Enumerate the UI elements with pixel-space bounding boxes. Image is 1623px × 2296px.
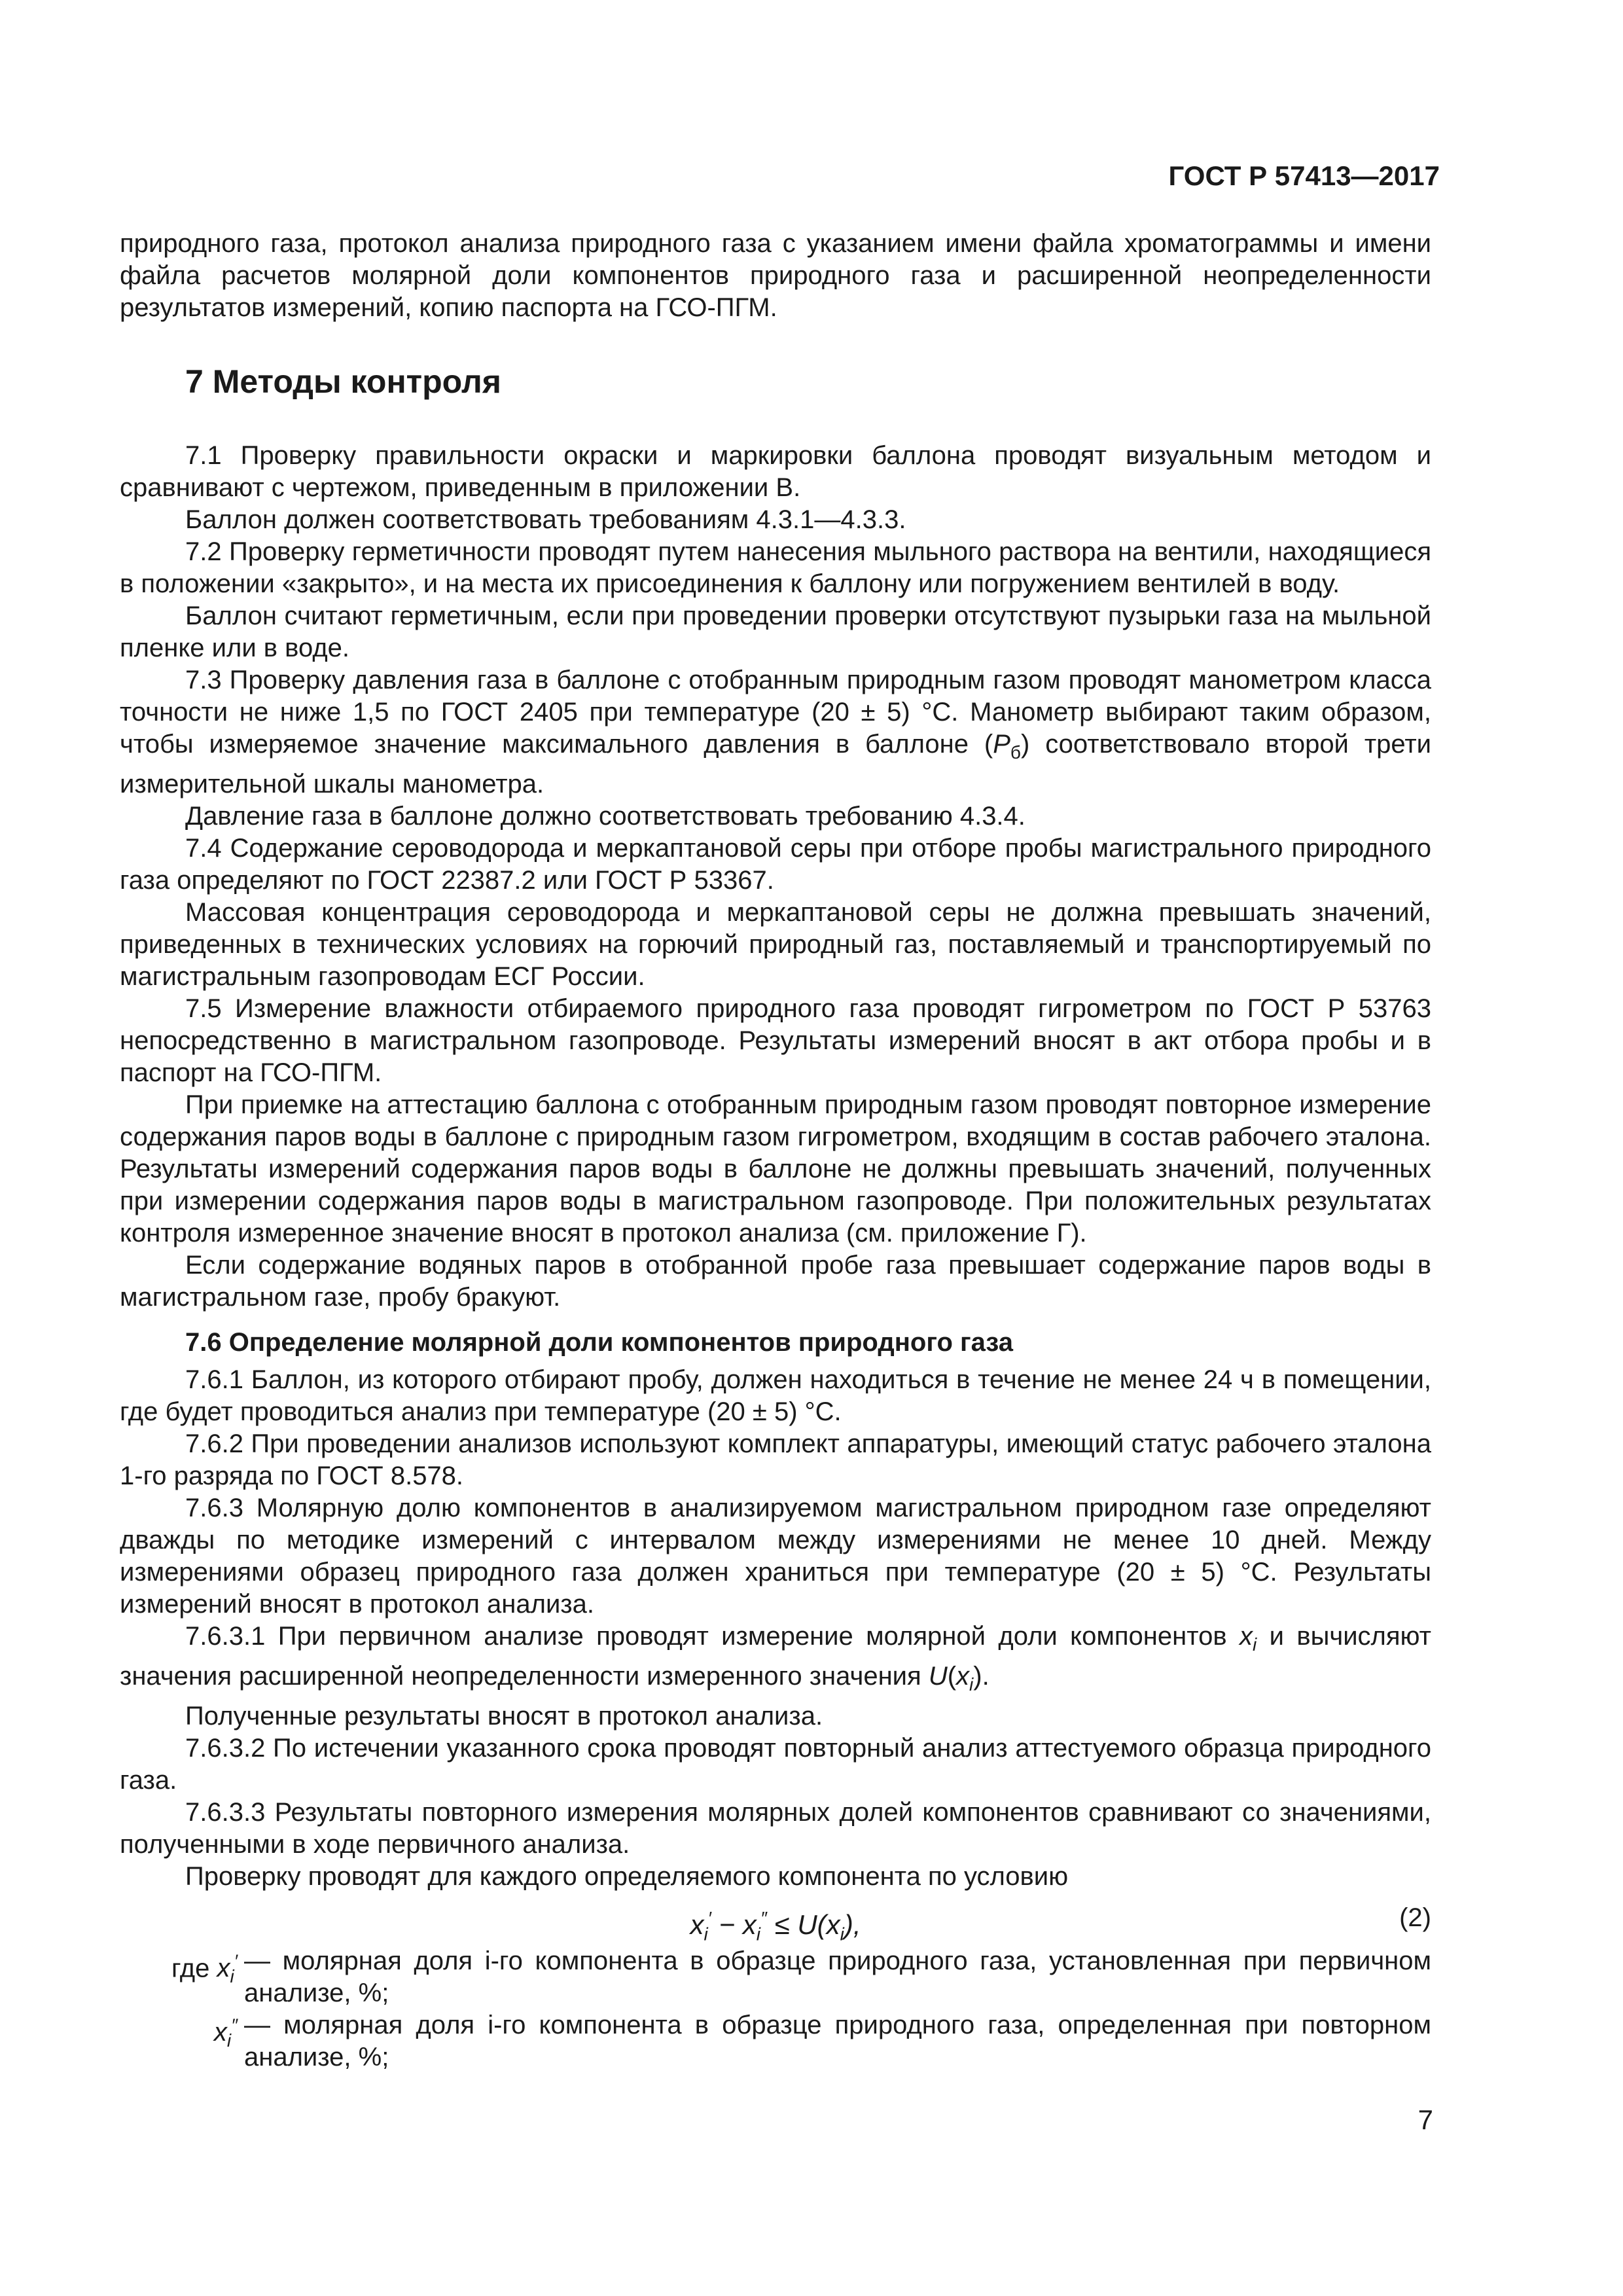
- page-body: [120, 228, 1431, 2073]
- text-segment: и вычисляют значения расширенной неопределенности измеренного значения: [120, 1622, 1432, 1691]
- paragraph: 7.6.1 Баллон, из которого отбирают пробу, должен находиться в течение не менее 24 ч в помещении, где будет проводиться анализ при температуре (20 ± 5) °С.: [120, 1365, 1431, 1426]
- formula: $x_i' - x_i'' \le U(x_i)$,: [690, 1908, 861, 1945]
- pressure-variable: P: [993, 730, 1010, 759]
- where-definition: — молярная доля i-го компонента в образце природного газа, определенная при повторном анализе, %;: [244, 2011, 1431, 2072]
- paragraph: 7.6.3 Молярную долю компонентов в анализируемом магистральном природном газе определяют дважды по методике измерений с интервалом между измерениями не менее 10 дней. Между измерениями образец природного газа должен храниться при температуре (20 ± 5) °С. Результаты измерений вносят в протокол анализа.: [120, 1494, 1431, 1619]
- paragraph: 7.1 Проверку правильности окраски и маркировки баллона проводят визуальным методом и сравнивают с чертежом, приведенным в приложении В.: [120, 441, 1431, 502]
- paragraph: Проверку проводят для каждого определяемого компонента по условию: [185, 1862, 1069, 1891]
- paragraph-7-3: [120, 664, 1431, 800]
- paragraph: При приемке на аттестацию баллона с отобранным природным газом проводят повторное измерение содержания паров воды в баллоне с природным газом гигрометром, входящим в состав рабочего эталона. Результаты измерений содержания паров воды в баллоне не должны превышать значений, полученных при измерении содержания паров воды в магистральном газопроводе. При положительных результатах контроля измеренное значение вносят в протокол анализа (см. приложение Г).: [120, 1090, 1431, 1247]
- formula-row: [120, 1902, 1431, 1945]
- paragraph: Полученные результаты вносят в протокол анализа.: [185, 1702, 823, 1731]
- page-number: 7: [1418, 2104, 1433, 2135]
- intro-paragraph: природного газа, протокол анализа природного газа с указанием имени файла хроматограммы и имени файла расчетов молярной доли компонентов природного газа и расширенной неопределенности результатов измерений, копию паспорта на ГСО-ПГМ.: [120, 229, 1431, 322]
- where-definition: — молярная доля i-го компонента в образце природного газа, установленная при первичном анализе, %;: [244, 1946, 1431, 2007]
- where-item-2: [120, 2009, 1431, 2073]
- variable-x-double-prime: $x_i''$: [213, 2015, 238, 2051]
- section-heading: 7 Методы контроля: [185, 363, 501, 400]
- equation-number: (2): [1399, 1903, 1431, 1932]
- variable-x-prime: $x_i'$: [217, 1951, 238, 1987]
- text-segment: .: [982, 1662, 990, 1691]
- paragraph: Если содержание водяных паров в отобранной пробе газа превышает содержание паров воды в магистральном газе, пробу бракуют.: [120, 1251, 1431, 1312]
- paragraph: Давление газа в баллоне должно соответствовать требованию 4.3.4.: [185, 802, 1026, 831]
- pressure-subscript: б: [1010, 742, 1021, 762]
- document-code-header: ГОСТ Р 57413—2017: [1168, 160, 1440, 191]
- text-segment: 7.6.3.1 При первичном анализе проводят измерение молярной доли компонентов: [185, 1622, 1240, 1651]
- paragraph: 7.2 Проверку герметичности проводят путем нанесения мыльного раствора на вентили, находящиеся в положении «закрыто», и на места их присоединения к баллону или погружением вентилей в воду.: [120, 537, 1431, 598]
- paragraph: 7.6.3.3 Результаты повторного измерения молярных долей компонентов сравнивают со значениями, полученными в ходе первичного анализа.: [120, 1798, 1431, 1859]
- paragraph: 7.6.3.2 По истечении указанного срока проводят повторный анализ аттестуемого образца природного газа.: [120, 1734, 1431, 1795]
- where-item-1: [120, 1945, 1431, 2009]
- subsection-heading: 7.6 Определение молярной доли компонентов природного газа: [185, 1328, 1013, 1357]
- paragraph: Баллон должен соответствовать требованиям 4.3.1—4.3.3.: [185, 505, 906, 534]
- math-uxi: U: [928, 1662, 948, 1691]
- where-word: где: [171, 1954, 210, 1983]
- paragraph-7-6-3-1: 7.6.3.1 При первичном анализе проводят измерение молярной доли компонентов $x_i$ и вычисляют значения расширенной неопределенности измеренного значения $U(x_i)$.: [120, 1622, 1432, 1695]
- text-segment: 7.3 Проверку давления газа в баллоне с отобранным природным газом проводят манометром класса точности не ниже 1,5 по ГОСТ 2405 при температуре (20 ± 5) °С. Манометр выбирают таким образом, чтобы измеряемое значение максимального давления в баллоне (: [120, 666, 1431, 759]
- paragraph: 7.5 Измерение влажности отбираемого природного газа проводят гигрометром по ГОСТ Р 53763 непосредственно в магистральном газопроводе. Результаты измерений вносят в акт отбора пробы и в паспорт на ГСО-ПГМ.: [120, 994, 1431, 1087]
- math-xi: $x_i$: [1239, 1622, 1257, 1655]
- paragraph: 7.4 Содержание сероводорода и меркаптановой серы при отборе пробы магистрального природного газа определяют по ГОСТ 22387.2 или ГОСТ Р 53367.: [120, 834, 1431, 895]
- paragraph: Баллон считают герметичным, если при проведении проверки отсутствуют пузырьки газа на мыльной пленке или в воде.: [120, 601, 1431, 662]
- paragraph: 7.6.2 При проведении анализов используют комплект аппаратуры, имеющий статус рабочего эталона 1-го разряда по ГОСТ 8.578.: [120, 1429, 1431, 1490]
- paragraph: Массовая концентрация сероводорода и меркаптановой серы не должна превышать значений, приведенных в технических условиях на горючий природный газ, поставляемый и транспортируемый по магистральным газопроводам ЕСГ России.: [120, 898, 1431, 991]
- text-segment: ) соответствовало второй трети измерительной шкалы манометра.: [120, 730, 1431, 798]
